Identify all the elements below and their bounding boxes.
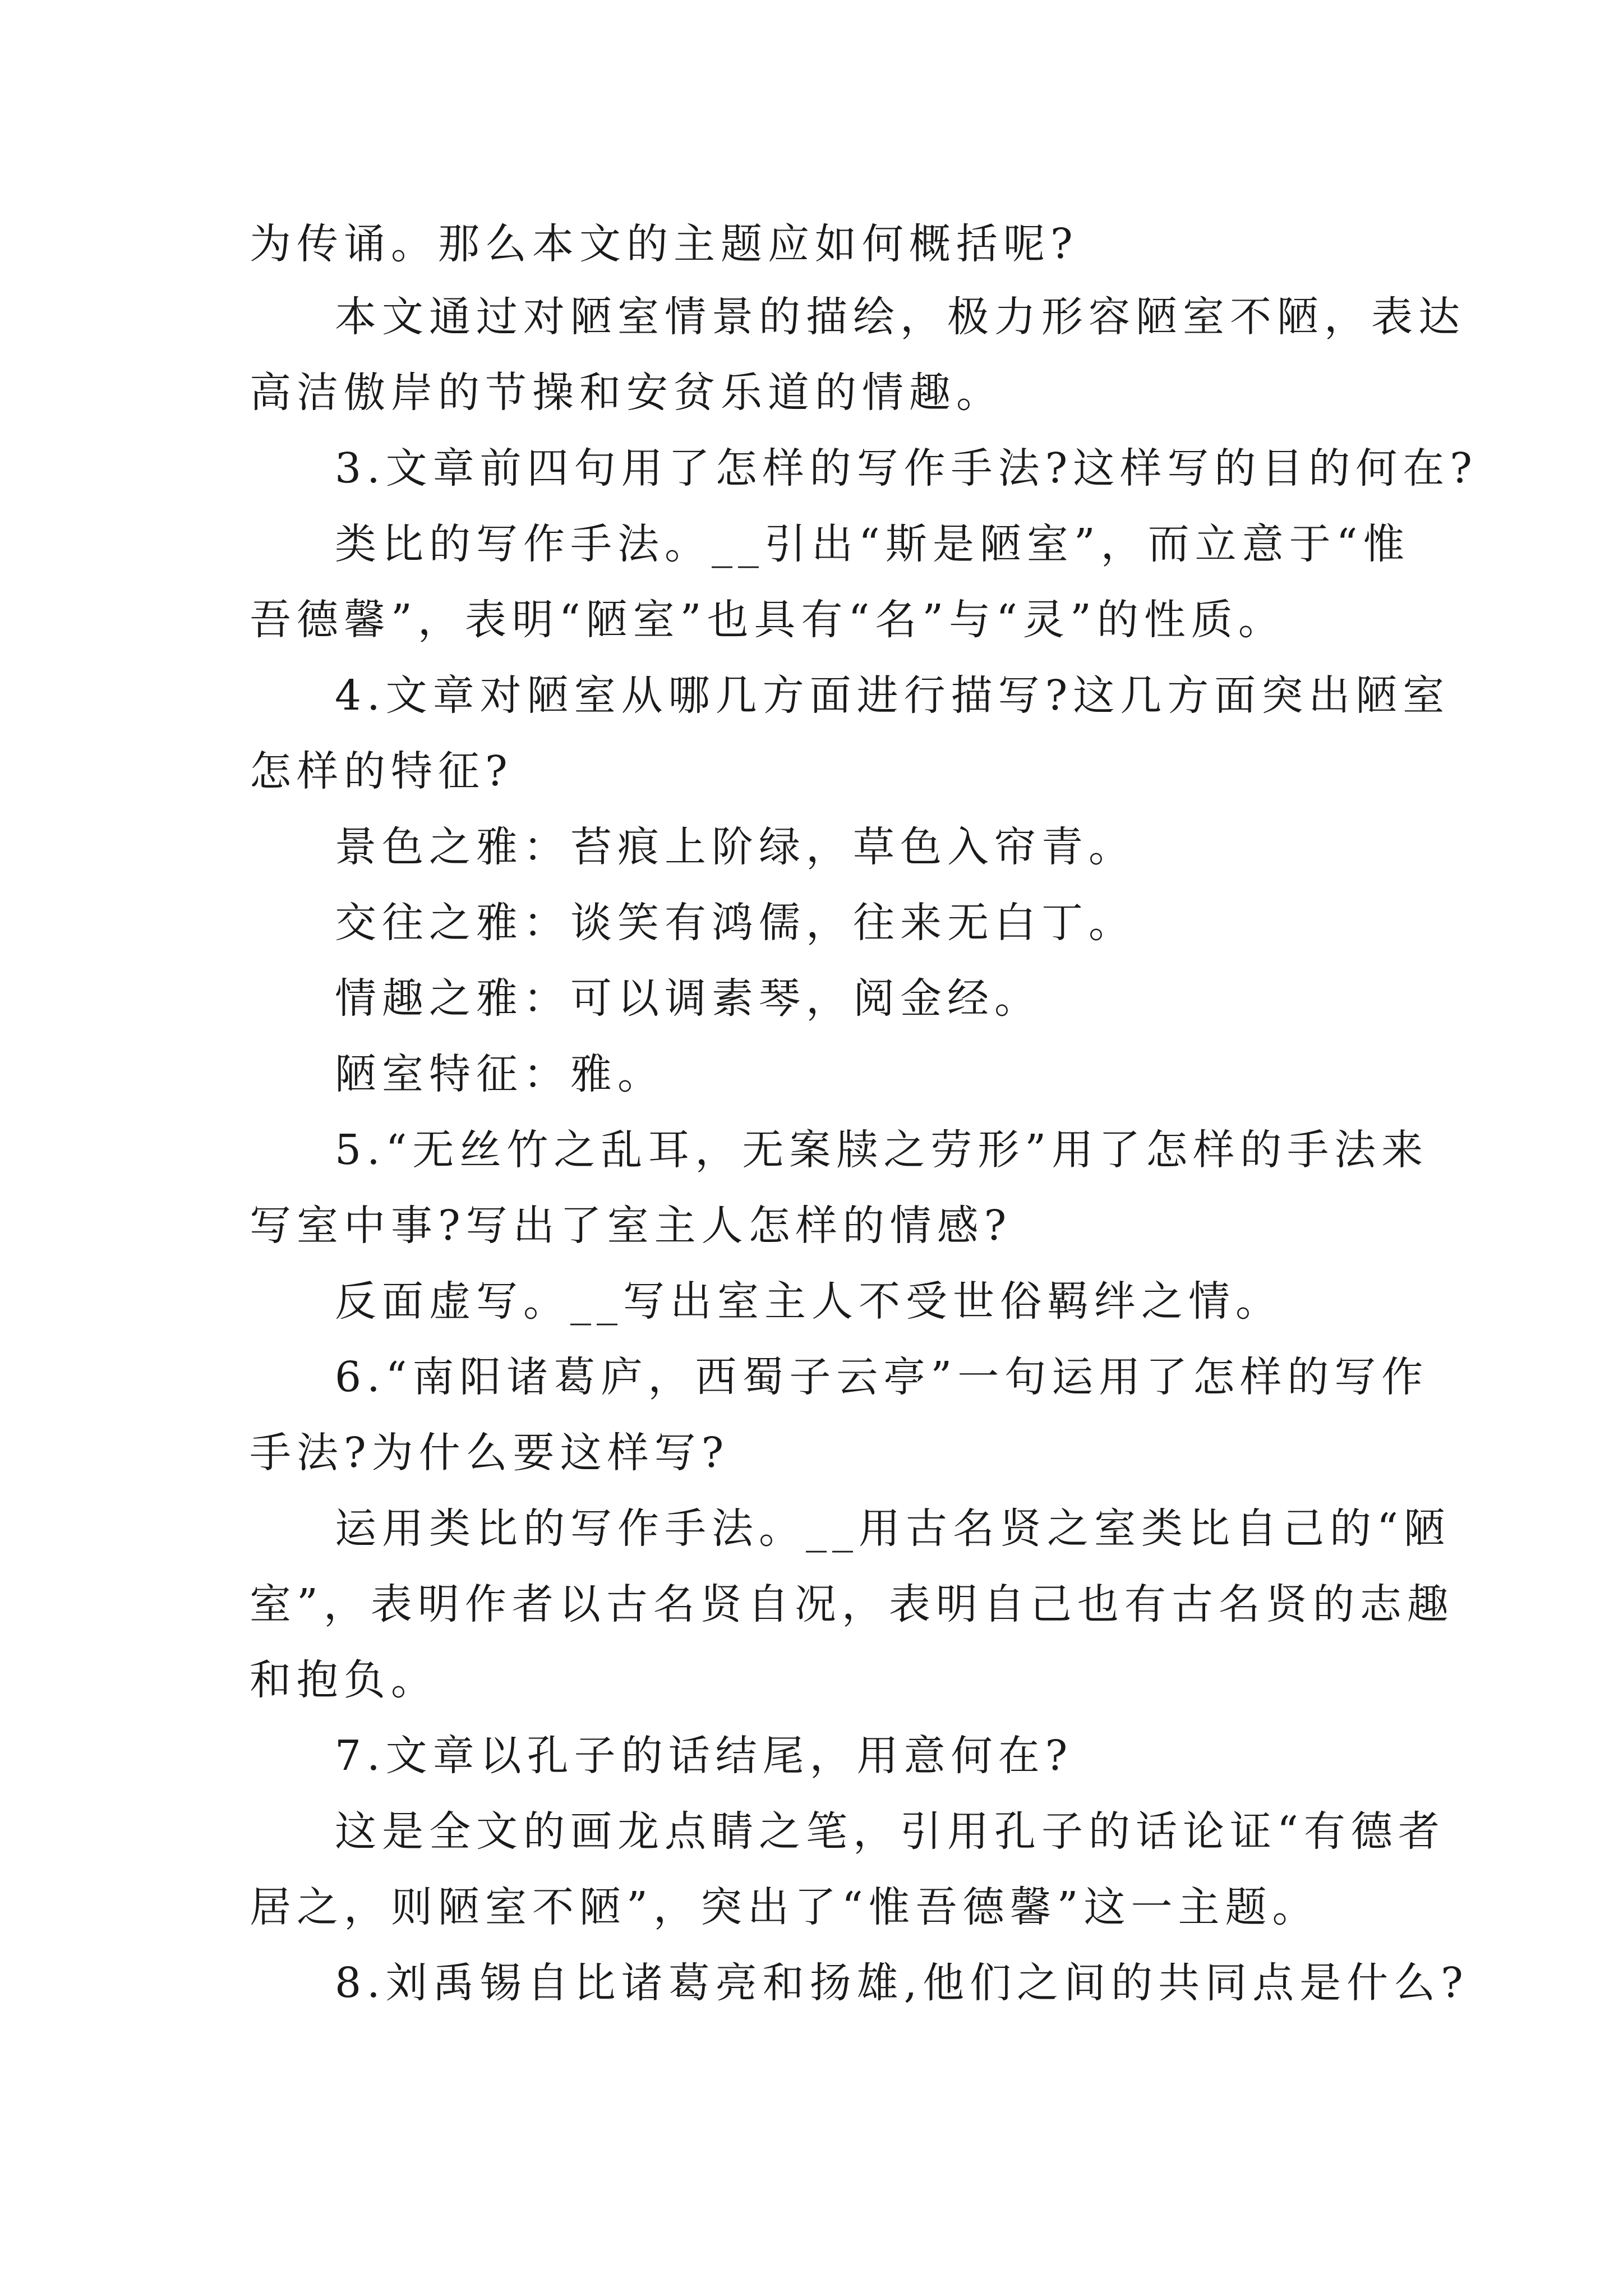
text-line: 运用类比的写作手法。__用古名贤之室类比自己的“陋 <box>335 1504 1451 1553</box>
text-line: 写室中事?写出了室主人怎样的情感? <box>250 1202 1012 1250</box>
question-7: 7.文章以孔子的话结尾，用意何在? <box>335 1732 1073 1780</box>
question-4: 4.文章对陋室从哪几方面进行描写?这几方面突出陋室 <box>335 671 1450 720</box>
text-line: 室”，表明作者以古名贤自况，表明自己也有古名贤的志趣 <box>250 1580 1454 1628</box>
text-line: 居之，则陋室不陋”，突出了“惟吾德馨”这一主题。 <box>250 1883 1320 1931</box>
text-line: 情趣之雅：可以调素琴，阅金经。 <box>335 974 1041 1023</box>
text-line: 类比的写作手法。__引出“斯是陋室”，而立意于“惟 <box>335 520 1410 568</box>
question-8: 8.刘禹锡自比诸葛亮和扬雄,他们之间的共同点是什么? <box>335 1959 1469 2007</box>
text-line: 高洁傲岸的节操和安贫乐道的情趣。 <box>250 369 1003 417</box>
text-line: 陋室特征：雅。 <box>335 1050 665 1098</box>
text-line: 反面虚写。__写出室主人不受世俗羁绊之情。 <box>335 1277 1283 1326</box>
text-line: 交往之雅：谈笑有鸿儒，往来无白丁。 <box>335 899 1136 947</box>
text-line: 吾德馨”，表明“陋室”也具有“名”与“灵”的性质。 <box>250 596 1285 644</box>
text-line: 和抱负。 <box>250 1656 438 1704</box>
text-line: 怎样的特征? <box>250 747 513 795</box>
question-5: 5.“无丝竹之乱耳，无案牍之劳形”用了怎样的手法来 <box>335 1126 1429 1174</box>
text-line: 手法?为什么要这样写? <box>250 1429 730 1477</box>
text-line: 景色之雅：苔痕上阶绿，草色入帘青。 <box>335 823 1136 871</box>
question-3: 3.文章前四句用了怎样的写作手法?这样写的目的何在? <box>335 444 1478 493</box>
text-line: 这是全文的画龙点睛之笔，引用孔子的话论证“有德者 <box>335 1807 1445 1856</box>
question-6: 6.“南阳诸葛庐，西蜀子云亭”一句运用了怎样的写作 <box>335 1353 1429 1401</box>
text-line: 本文通过对陋室情景的描绘，极力形容陋室不陋，表达 <box>335 293 1465 341</box>
text-line: 为传诵。那么本文的主题应如何概括呢? <box>250 220 1078 268</box>
